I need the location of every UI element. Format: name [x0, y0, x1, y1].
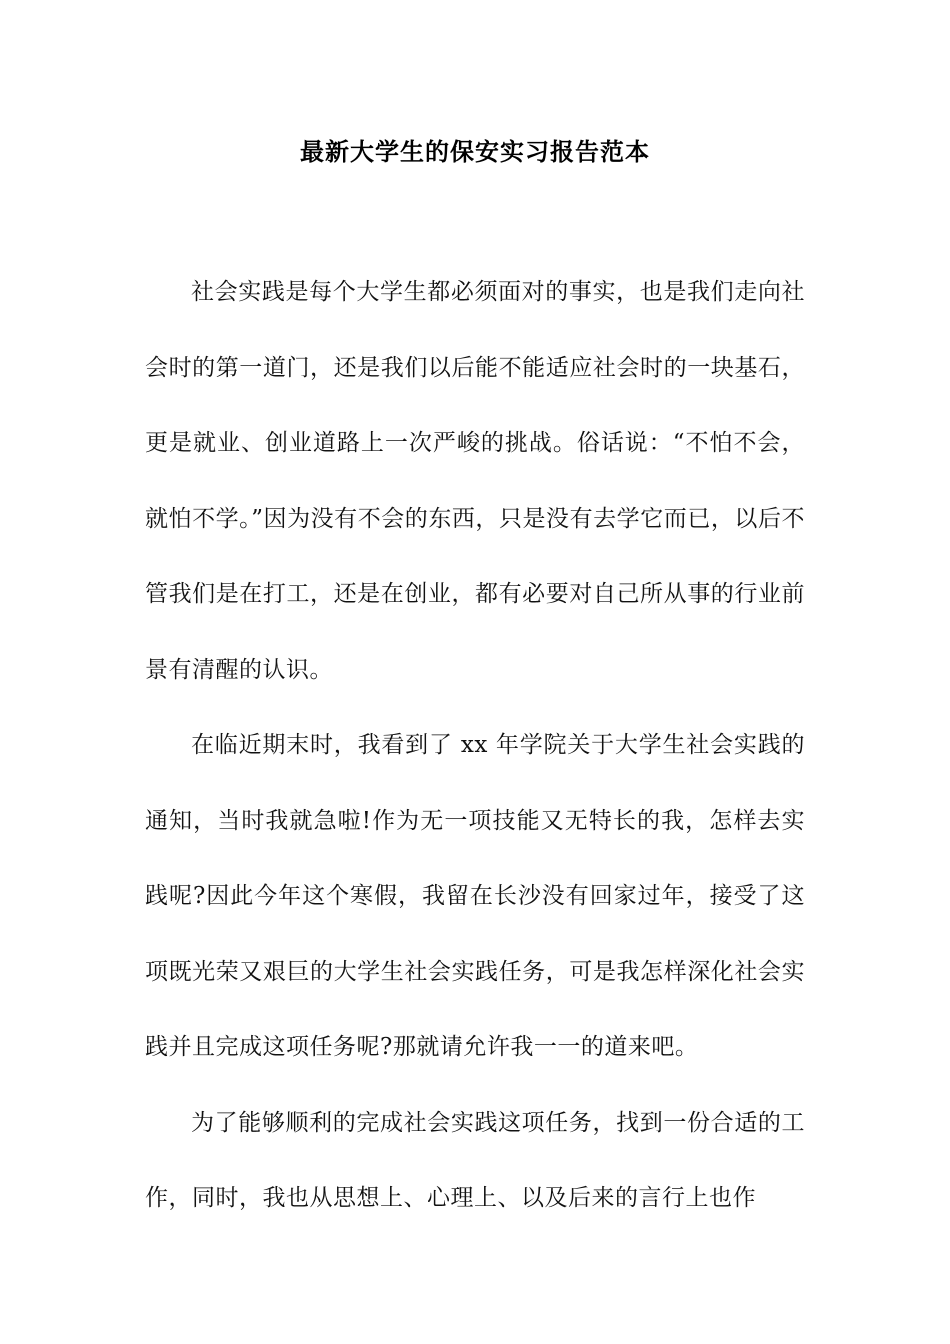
document-body — [145, 255, 805, 1237]
paragraph-3: 为了能够顺利的完成社会实践这项任务，找到一份合适的工作，同时，我也从思想上、心理上、以及后来的言行上也作 — [145, 1109, 805, 1211]
paragraph-1: 社会实践是每个大学生都必须面对的事实，也是我们走向社会时的第一道门，还是我们以后能不能适应社会时的一块基石，更是就业、创业道路上一次严峻的挑战。俗话说：“不怕不会，就怕不学。”因为没有不会的东西，只是没有去学它而已，以后不管我们是在打工，还是在创业，都有必要对自己所从事的行业前景有清醒的认识。 — [145, 279, 805, 683]
paragraph-2: 在临近期末时，我看到了 xx 年学院关于大学生社会实践的通知，当时我就急啦!作为无一项技能又无特长的我，怎样去实践呢?因此今年这个寒假，我留在长沙没有回家过年，接受了这项既光荣又艰巨的大学生社会实践任务，可是我怎样深化社会实践并且完成这项任务呢?那就请允许我一一的道来吧。 — [145, 732, 805, 1060]
document-title: 最新大学生的保安实习报告范本 — [300, 137, 650, 166]
